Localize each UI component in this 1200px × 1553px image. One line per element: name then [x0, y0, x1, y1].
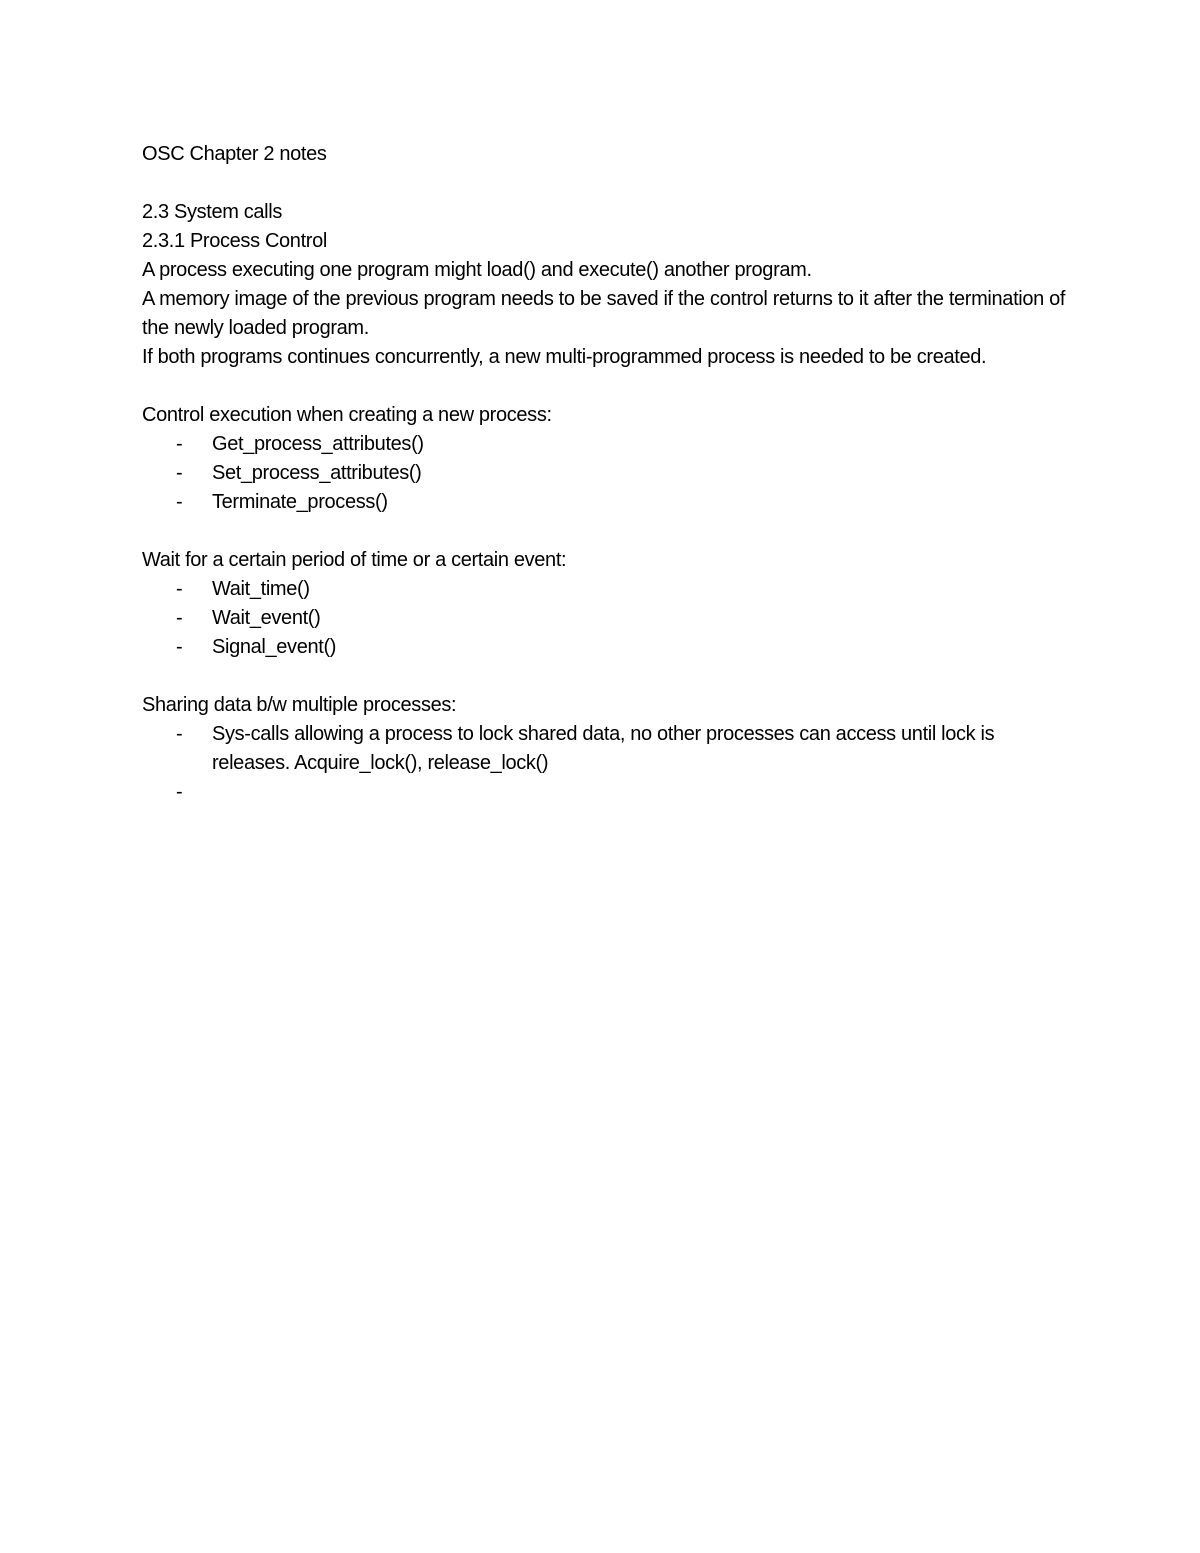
list-item [142, 575, 1072, 604]
bullet-list-control-execution [142, 430, 1072, 517]
paragraph: A process executing one program might load() and execute() another program. [142, 259, 812, 281]
paragraph: If both programs continues concurrently, a new multi-programmed process is needed to be created. [142, 346, 987, 368]
list-item-text: Signal_event() [212, 636, 337, 658]
dash-bullet-icon: - [176, 723, 183, 745]
blank-line [142, 169, 1072, 198]
blank-line [142, 372, 1072, 401]
dash-bullet-icon: - [176, 607, 183, 629]
list-item-text: Wait_event() [212, 607, 321, 629]
subsection-heading: 2.3.1 Process Control [142, 230, 327, 252]
dash-bullet-icon: - [176, 491, 183, 513]
list-item [142, 459, 1072, 488]
paragraph: A memory image of the previous program needs to be saved if the control returns to it after the termination of the newly loaded program. [142, 288, 1066, 339]
list-item-text: Get_process_attributes() [212, 433, 424, 455]
group-heading-wait: Wait for a certain period of time or a certain event: [142, 549, 567, 571]
list-item [142, 488, 1072, 517]
dash-bullet-icon: - [176, 636, 183, 658]
group-heading-control-execution: Control execution when creating a new process: [142, 404, 552, 426]
list-item [142, 633, 1072, 662]
document-page [142, 140, 1072, 807]
list-item [142, 778, 1072, 807]
dash-bullet-icon: - [176, 781, 183, 803]
list-item [142, 720, 1072, 778]
group-heading-sharing-data: Sharing data b/w multiple processes: [142, 694, 457, 716]
blank-line [142, 517, 1072, 546]
dash-bullet-icon: - [176, 462, 183, 484]
list-item-text: Terminate_process() [212, 491, 388, 513]
blank-line [142, 662, 1072, 691]
list-item [142, 604, 1072, 633]
section-heading: 2.3 System calls [142, 201, 283, 223]
bullet-list-wait [142, 575, 1072, 662]
dash-bullet-icon: - [176, 578, 183, 600]
list-item-text: Set_process_attributes() [212, 462, 422, 484]
document-title: OSC Chapter 2 notes [142, 143, 327, 165]
list-item-text: Wait_time() [212, 578, 310, 600]
bullet-list-sharing-data [142, 720, 1072, 807]
dash-bullet-icon: - [176, 433, 183, 455]
list-item [142, 430, 1072, 459]
list-item-text: Sys-calls allowing a process to lock shared data, no other processes can access until lock is releases. Acquire_lock(), release_lock() [212, 723, 995, 774]
